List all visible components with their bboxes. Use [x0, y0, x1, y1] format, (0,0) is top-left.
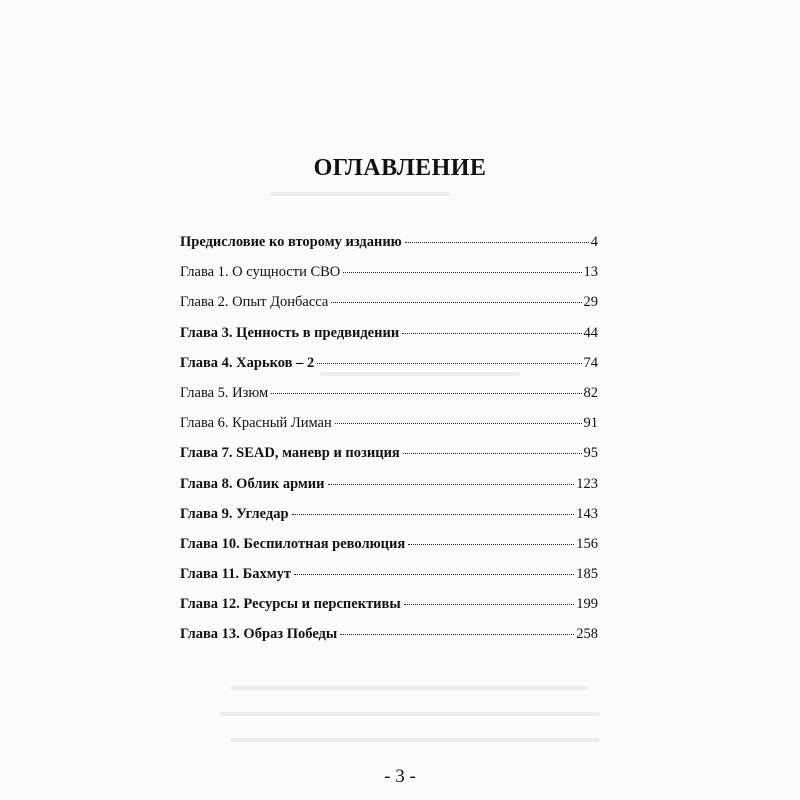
toc-entry-page: 82	[583, 384, 598, 401]
show-through-mark	[230, 686, 590, 690]
toc-entry-label: Глава 1. О сущности СВО	[180, 264, 341, 281]
dot-leader	[343, 272, 581, 273]
show-through-mark	[220, 712, 600, 716]
dot-leader	[404, 604, 575, 605]
toc-entry-page: 95	[583, 445, 598, 462]
toc-entry-page: 4	[590, 234, 598, 250]
toc-entry-page: 199	[576, 596, 598, 613]
toc-entry	[180, 476, 598, 506]
page-number: - 3 -	[384, 766, 416, 787]
dot-leader	[402, 333, 581, 334]
toc-entry-page: 185	[576, 566, 598, 583]
dot-leader	[292, 514, 575, 515]
toc-entry-page: 123	[576, 475, 598, 492]
dot-leader	[328, 484, 575, 485]
dot-leader	[403, 453, 582, 454]
toc-entry	[180, 325, 598, 355]
toc-entry-page: 91	[583, 415, 598, 432]
toc-entry-label: Глава 5. Изюм	[180, 384, 269, 401]
toc-entry-page: 44	[583, 324, 598, 341]
toc-entry-page: 74	[583, 354, 598, 371]
show-through-mark	[230, 738, 600, 742]
toc-entry	[180, 234, 598, 264]
page-title: ОГЛАВЛЕНИЕ	[313, 155, 487, 181]
table-of-contents	[180, 234, 598, 657]
toc-entry-label: Глава 2. Опыт Донбасса	[180, 294, 329, 311]
toc-entry-page: 13	[583, 264, 598, 281]
toc-entry-label: Глава 3. Ценность в предвидении	[180, 324, 400, 341]
toc-entry-page: 156	[576, 535, 598, 552]
toc-entry	[180, 506, 598, 536]
dot-leader	[294, 574, 574, 575]
toc-entry-label: Глава 6. Красный Лиман	[180, 415, 332, 432]
toc-entry	[180, 355, 598, 385]
dot-leader	[335, 423, 582, 424]
toc-entry	[180, 566, 598, 596]
toc-entry	[180, 596, 598, 626]
toc-entry-label: Глава 11. Бахмут	[180, 566, 291, 583]
toc-entry-page: 143	[576, 505, 598, 522]
toc-entry-label: Глава 12. Ресурсы и перспективы	[180, 596, 401, 613]
toc-entry	[180, 415, 598, 445]
toc-entry-page: 258	[576, 626, 598, 643]
dot-leader	[340, 634, 574, 635]
toc-entry-label: Глава 7. SEAD, маневр и позиция	[180, 445, 400, 462]
dot-leader	[408, 544, 574, 545]
toc-entry	[180, 536, 598, 566]
toc-entry-label: Предисловие ко второму изданию	[180, 234, 402, 250]
toc-entry	[180, 264, 598, 294]
toc-entry-page: 29	[583, 294, 598, 311]
show-through-mark	[270, 192, 450, 196]
toc-entry-label: Глава 4. Харьков – 2	[180, 354, 315, 371]
dot-leader	[317, 363, 581, 364]
toc-entry-label: Глава 8. Облик армии	[180, 475, 325, 492]
toc-entry-label: Глава 13. Образ Победы	[180, 626, 338, 643]
toc-entry-label: Глава 10. Беспилотная революция	[180, 535, 406, 552]
toc-entry-label: Глава 9. Угледар	[180, 505, 289, 522]
dot-leader	[405, 242, 589, 243]
toc-entry	[180, 294, 598, 324]
dot-leader	[331, 302, 581, 303]
toc-entry	[180, 385, 598, 415]
dot-leader	[271, 393, 581, 394]
toc-entry	[180, 445, 598, 475]
toc-entry	[180, 626, 598, 656]
